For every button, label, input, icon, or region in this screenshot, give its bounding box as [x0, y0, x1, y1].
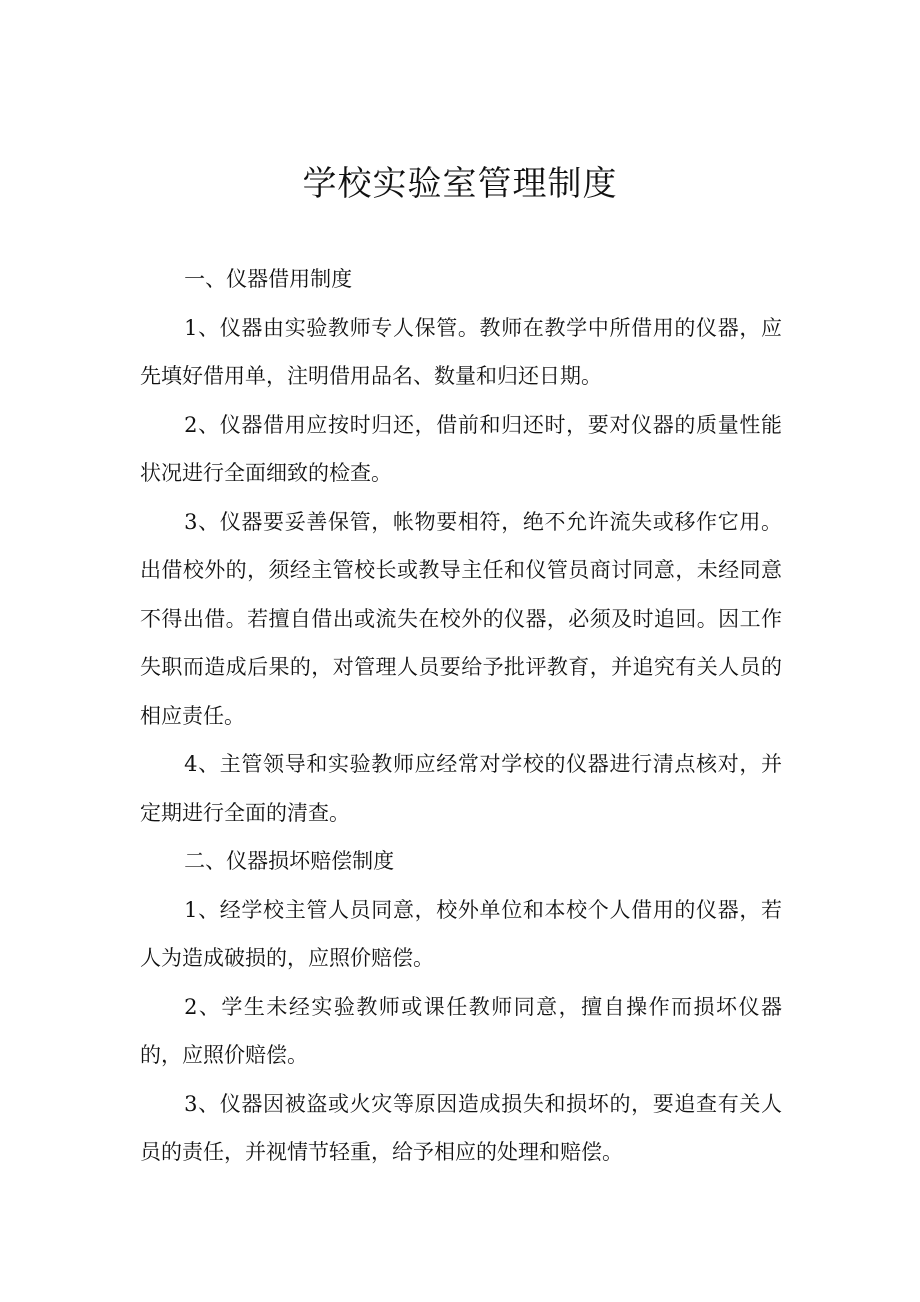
- paragraph: 2、仪器借用应按时归还，借前和归还时，要对仪器的质量性能状况进行全面细致的检查。: [140, 412, 782, 485]
- section-heading-instrument-borrowing: 一、仪器借用制度: [184, 267, 353, 291]
- paragraph: 1、仪器由实验教师专人保管。教师在教学中所借用的仪器，应先填好借用单，注明借用品名、数量和归还日期。: [140, 315, 782, 388]
- paragraph: 4、主管领导和实验教师应经常对学校的仪器进行清点核对，并定期进行全面的清查。: [140, 752, 782, 825]
- document-body: [140, 255, 782, 1177]
- section-heading-damage-compensation: 二、仪器损坏赔偿制度: [184, 849, 395, 873]
- paragraph: 2、学生未经实验教师或课任教师同意，擅自操作而损坏仪器的，应照价赔偿。: [140, 994, 782, 1067]
- document-title: 学校实验室管理制度: [302, 164, 618, 204]
- paragraph: 3、仪器因被盗或火灾等原因造成损失和损坏的，要追查有关人员的责任，并视情节轻重，给予相应的处理和赔偿。: [140, 1091, 782, 1164]
- paragraph: 1、经学校主管人员同意，校外单位和本校个人借用的仪器，若人为造成破损的，应照价赔偿。: [140, 897, 782, 970]
- paragraph: 3、仪器要妥善保管，帐物要相符，绝不允许流失或移作它用。出借校外的，须经主管校长或教导主任和仪管员商讨同意，未经同意不得出借。若擅自借出或流失在校外的仪器，必须及时追回。因工作失职而造成后果的，对管理人员要给予批评教育，并追究有关人员的相应责任。: [140, 509, 782, 728]
